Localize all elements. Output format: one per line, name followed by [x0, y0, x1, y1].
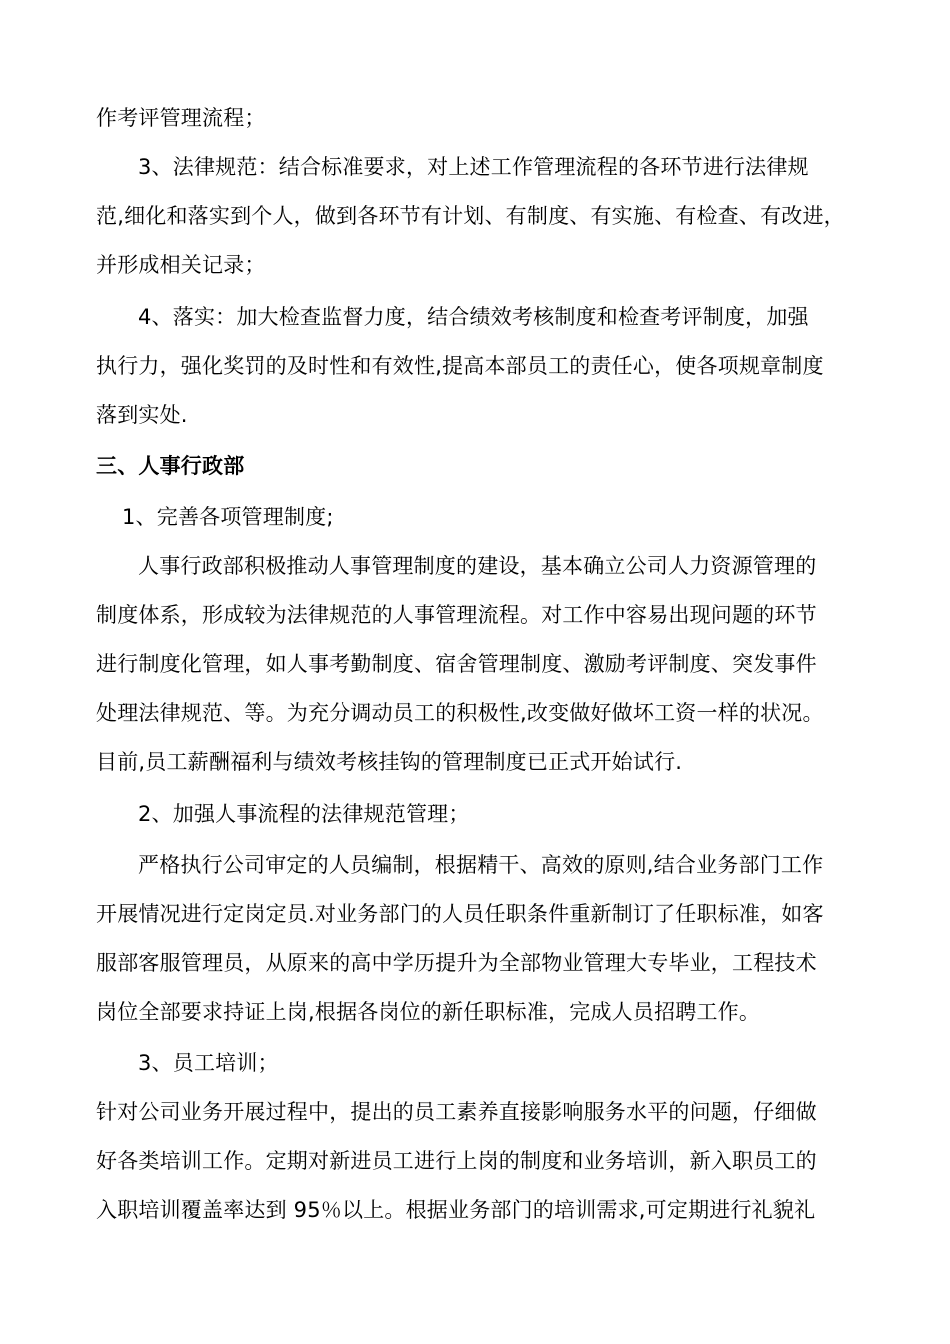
subsection-heading-3: 3、员工培训； [138, 1051, 279, 1075]
text-line: 入职培训覆盖率达到 95％以上。根据业务部门的培训需求,可定期进行礼貌礼 [96, 1198, 816, 1222]
text-line: 制度体系，形成较为法律规范的人事管理流程。对工作中容易出现问题的环节 [96, 603, 817, 627]
text-line: 岗位全部要求持证上岗,根据各岗位的新任职标准，完成人员招聘工作。 [96, 1000, 761, 1024]
text-line: 处理法律规范、等。为充分调动员工的积极性,改变做好做坏工资一样的状况。 [96, 701, 824, 725]
paragraph-item-4: 4、落实：加大检查监督力度，结合绩效考核制度和检查考评制度，加强 [138, 305, 809, 329]
text-line: 进行制度化管理，如人事考勤制度、宿舍管理制度、激励考评制度、突发事件 [96, 652, 817, 676]
text-line: 执行力，强化奖罚的及时性和有效性,提高本部员工的责任心，使各项规章制度 [96, 354, 824, 378]
paragraph-start: 人事行政部积极推动人事管理制度的建设，基本确立公司人力资源管理的 [138, 554, 817, 578]
text-line: 开展情况进行定岗定员.对业务部门的人员任职条件重新制订了任职标准，如客 [96, 902, 824, 926]
text-line: 针对公司业务开展过程中，提出的员工素养直接影响服务水平的问题，仔细做 [96, 1100, 817, 1124]
text-line: 作考评管理流程； [96, 106, 266, 130]
text-line: 落到实处. [96, 403, 188, 427]
text-line: 好各类培训工作。定期对新进员工进行上岗的制度和业务培训，新入职员工的 [96, 1149, 817, 1173]
section-heading: 三、人事行政部 [96, 454, 245, 478]
paragraph-start: 严格执行公司审定的人员编制，根据精干、高效的原则,结合业务部门工作 [138, 853, 824, 877]
paragraph-item-3: 3、法律规范：结合标准要求，对上述工作管理流程的各环节进行法律规 [138, 155, 809, 179]
subsection-heading-2: 2、加强人事流程的法律规范管理； [138, 802, 470, 826]
text-line: 服部客服管理员，从原来的高中学历提升为全部物业管理大专毕业，工程技术 [96, 951, 817, 975]
text-line: 目前,员工薪酬福利与绩效考核挂钩的管理制度已正式开始试行. [96, 750, 683, 774]
subsection-heading-1: 1、完善各项管理制度; [122, 505, 334, 529]
text-line: 范,细化和落实到个人，做到各环节有计划、有制度、有实施、有检查、有改进， [96, 204, 845, 228]
text-line: 并形成相关记录； [96, 253, 266, 277]
